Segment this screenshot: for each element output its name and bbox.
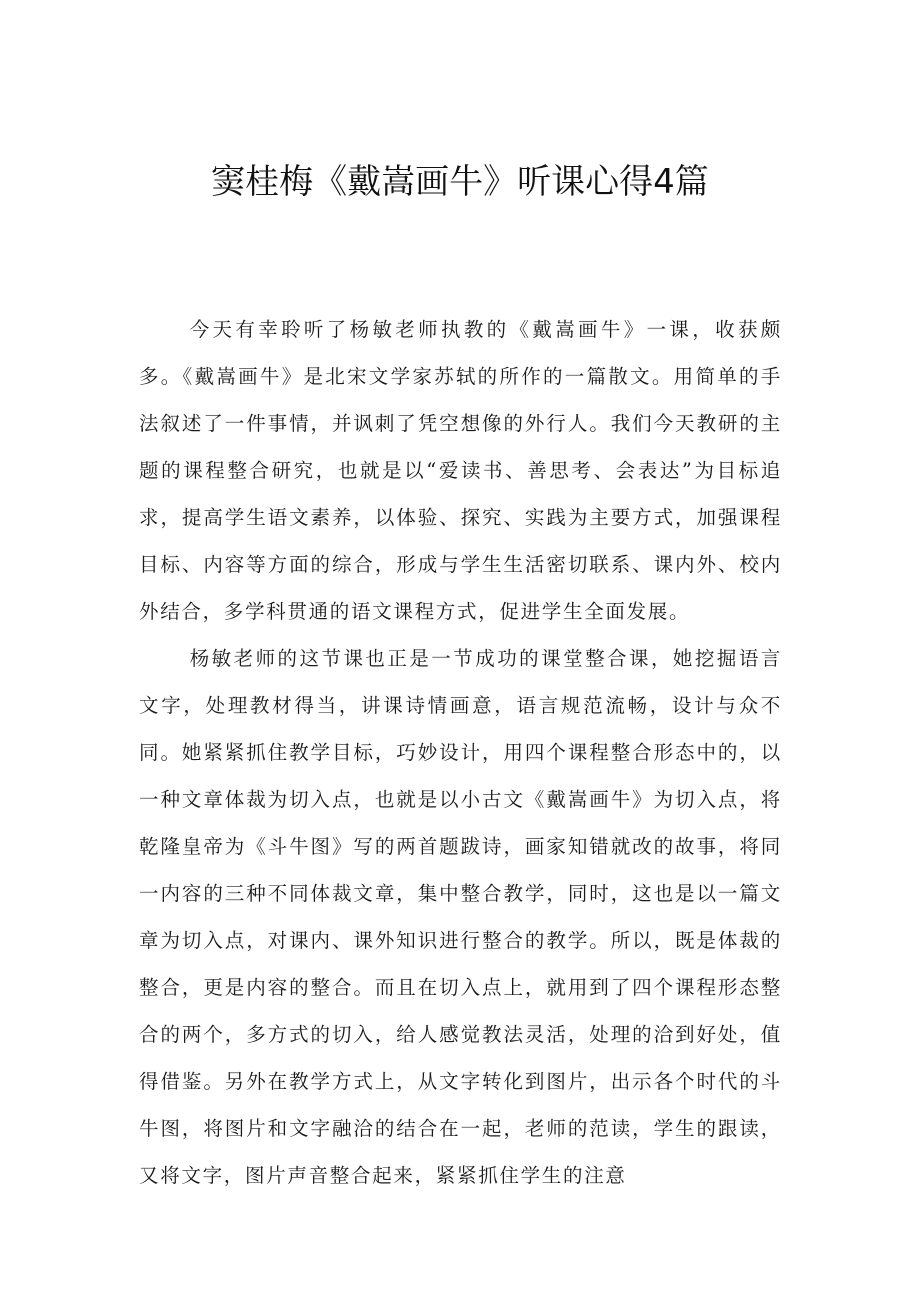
paragraph-2: 杨敏老师的这节课也正是一节成功的课堂整合课，她挖掘语言文字，处理教材得当，讲课诗情画意，语言规范流畅，设计与众不同。她紧紧抓住教学目标，巧妙设计，用四个课程整合形态中的，以一种文章体裁为切入点，也就是以小古文《戴嵩画牛》为切入点，将乾隆皇帝为《斗牛图》写的两首题跋诗，画家知错就改的故事，将同一内容的三种不同体裁文章，集中整合教学，同时，这也是以一篇文章为切入点，对课内、课外知识进行整合的教学。所以，既是体裁的整合，更是内容的整合。而且在切入点上，就用到了四个课程形态整合的两个，多方式的切入，给人感觉教法灵活，处理的洽到好处，值得借鉴。另外在教学方式上，从文字转化到图片，出示各个时代的斗牛图，将图片和文字融洽的结合在一起，老师的范读，学生的跟读，又将文字，图片声音整合起来，紧紧抓住学生的注意 bbox=[139, 647, 782, 1187]
document-body bbox=[139, 306, 782, 1199]
paragraph-1: 今天有幸聆听了杨敏老师执教的《戴嵩画牛》一课，收获颇多。《戴嵩画牛》是北宋文学家苏轼的所作的一篇散文。用简单的手法叙述了一件事情，并讽刺了凭空想像的外行人。我们今天教研的主题的课程整合研究，也就是以“爱读书、善思考、会表达”为目标追求，提高学生语文素养，以体验、探究、实践为主要方式，加强课程目标、内容等方面的综合，形成与学生生活密切联系、课内外、校内外结合，多学科贯通的语文课程方式，促进学生全面发展。 bbox=[139, 318, 782, 623]
document-title: 窦桂梅《戴嵩画牛》听课心得4篇 bbox=[211, 162, 709, 202]
